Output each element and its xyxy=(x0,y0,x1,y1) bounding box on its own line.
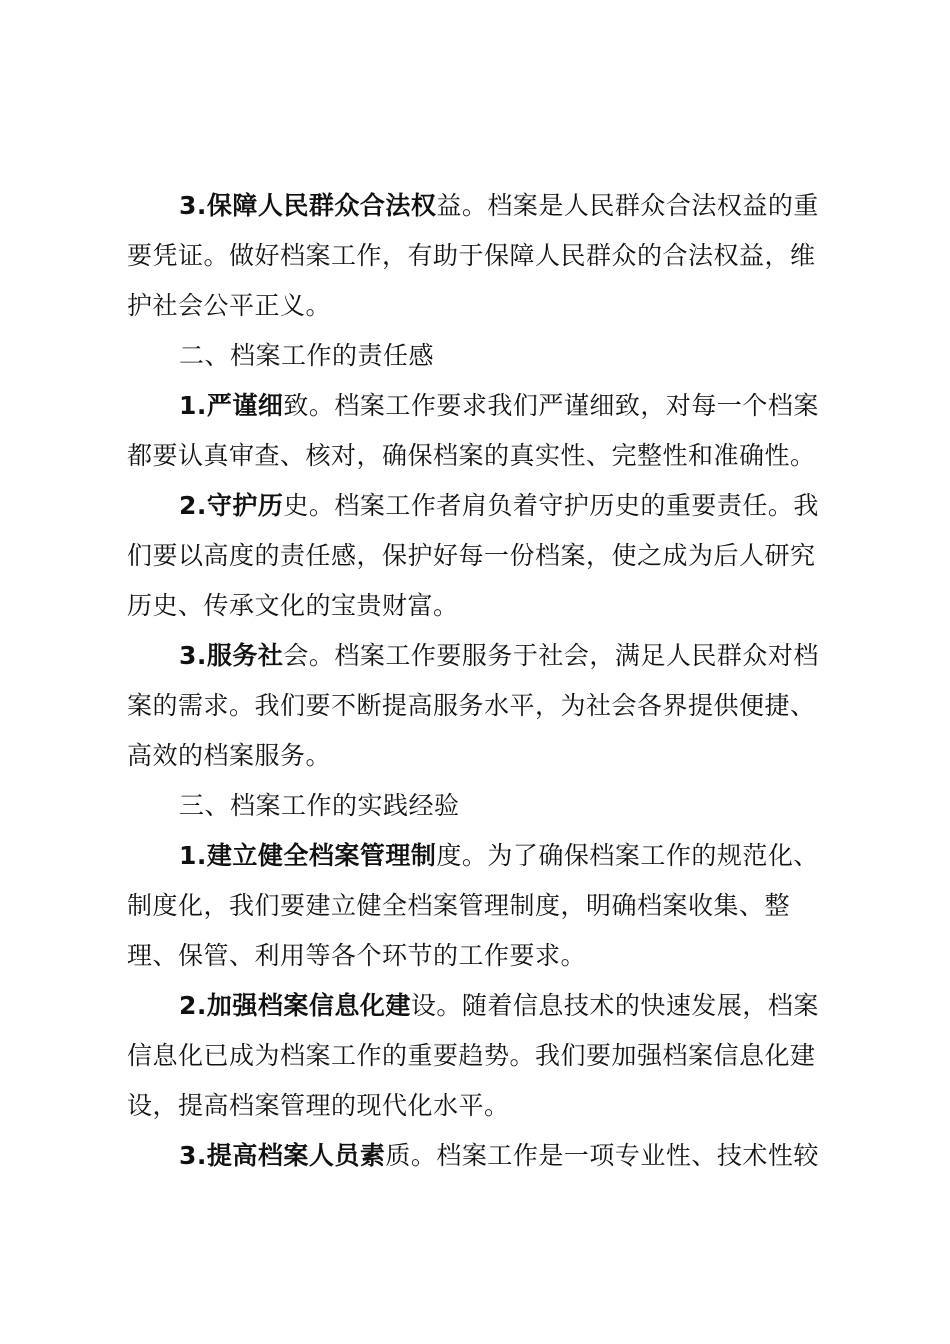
paragraph-lead: 1.严谨细 xyxy=(179,391,284,420)
paragraph-body: 设。随着信息技术的快速发展，档案信息化已成为档案工作的重要趋势。我们要加强档案信息化建设，提高档案管理的现代化水平。 xyxy=(127,991,819,1120)
document-page xyxy=(127,181,839,1181)
paragraph-body: 致。档案工作要求我们严谨细致，对每一个档案都要认真审查、核对，确保档案的真实性、完整性和准确性。 xyxy=(127,391,819,470)
paragraph-lead: 2.加强档案信息化建 xyxy=(179,991,411,1020)
paragraph-lead: 1.建立健全档案管理制 xyxy=(179,841,437,870)
paragraph-informatization xyxy=(127,981,839,1131)
paragraph-staff-quality xyxy=(127,1131,839,1181)
paragraph-guard-history xyxy=(127,481,839,631)
paragraph-serve-society xyxy=(127,631,839,781)
paragraph-body: 史。档案工作者肩负着守护历史的重要责任。我们要以高度的责任感，保护好每一份档案，使之成为后人研究历史、传承文化的宝贵财富。 xyxy=(127,491,819,620)
paragraph-body: 益。档案是人民群众合法权益的重要凭证。做好档案工作，有助于保障人民群众的合法权益，维护社会公平正义。 xyxy=(127,191,819,320)
paragraph-lead: 3.服务社 xyxy=(179,641,284,670)
paragraph-lead: 3.保障人民群众合法权 xyxy=(179,191,437,220)
paragraph-body: 会。档案工作要服务于社会，满足人民群众对档案的需求。我们要不断提高服务水平，为社会各界提供便捷、高效的档案服务。 xyxy=(127,641,819,770)
paragraph-body: 度。为了确保档案工作的规范化、制度化，我们要建立健全档案管理制度，明确档案收集、整理、保管、利用等各个环节的工作要求。 xyxy=(127,841,819,970)
paragraph-protect-rights xyxy=(127,181,839,331)
section-heading-practice: 三、档案工作的实践经验 xyxy=(179,791,460,820)
paragraph-lead: 2.守护历 xyxy=(179,491,284,520)
section-heading-responsibility: 二、档案工作的责任感 xyxy=(179,341,435,370)
paragraph-body: 质。档案工作是一项专业性、技术性较 xyxy=(385,1141,819,1170)
paragraph-management-system xyxy=(127,831,839,981)
paragraph-rigorous xyxy=(127,381,839,481)
paragraph-lead: 3.提高档案人员素 xyxy=(179,1141,386,1170)
